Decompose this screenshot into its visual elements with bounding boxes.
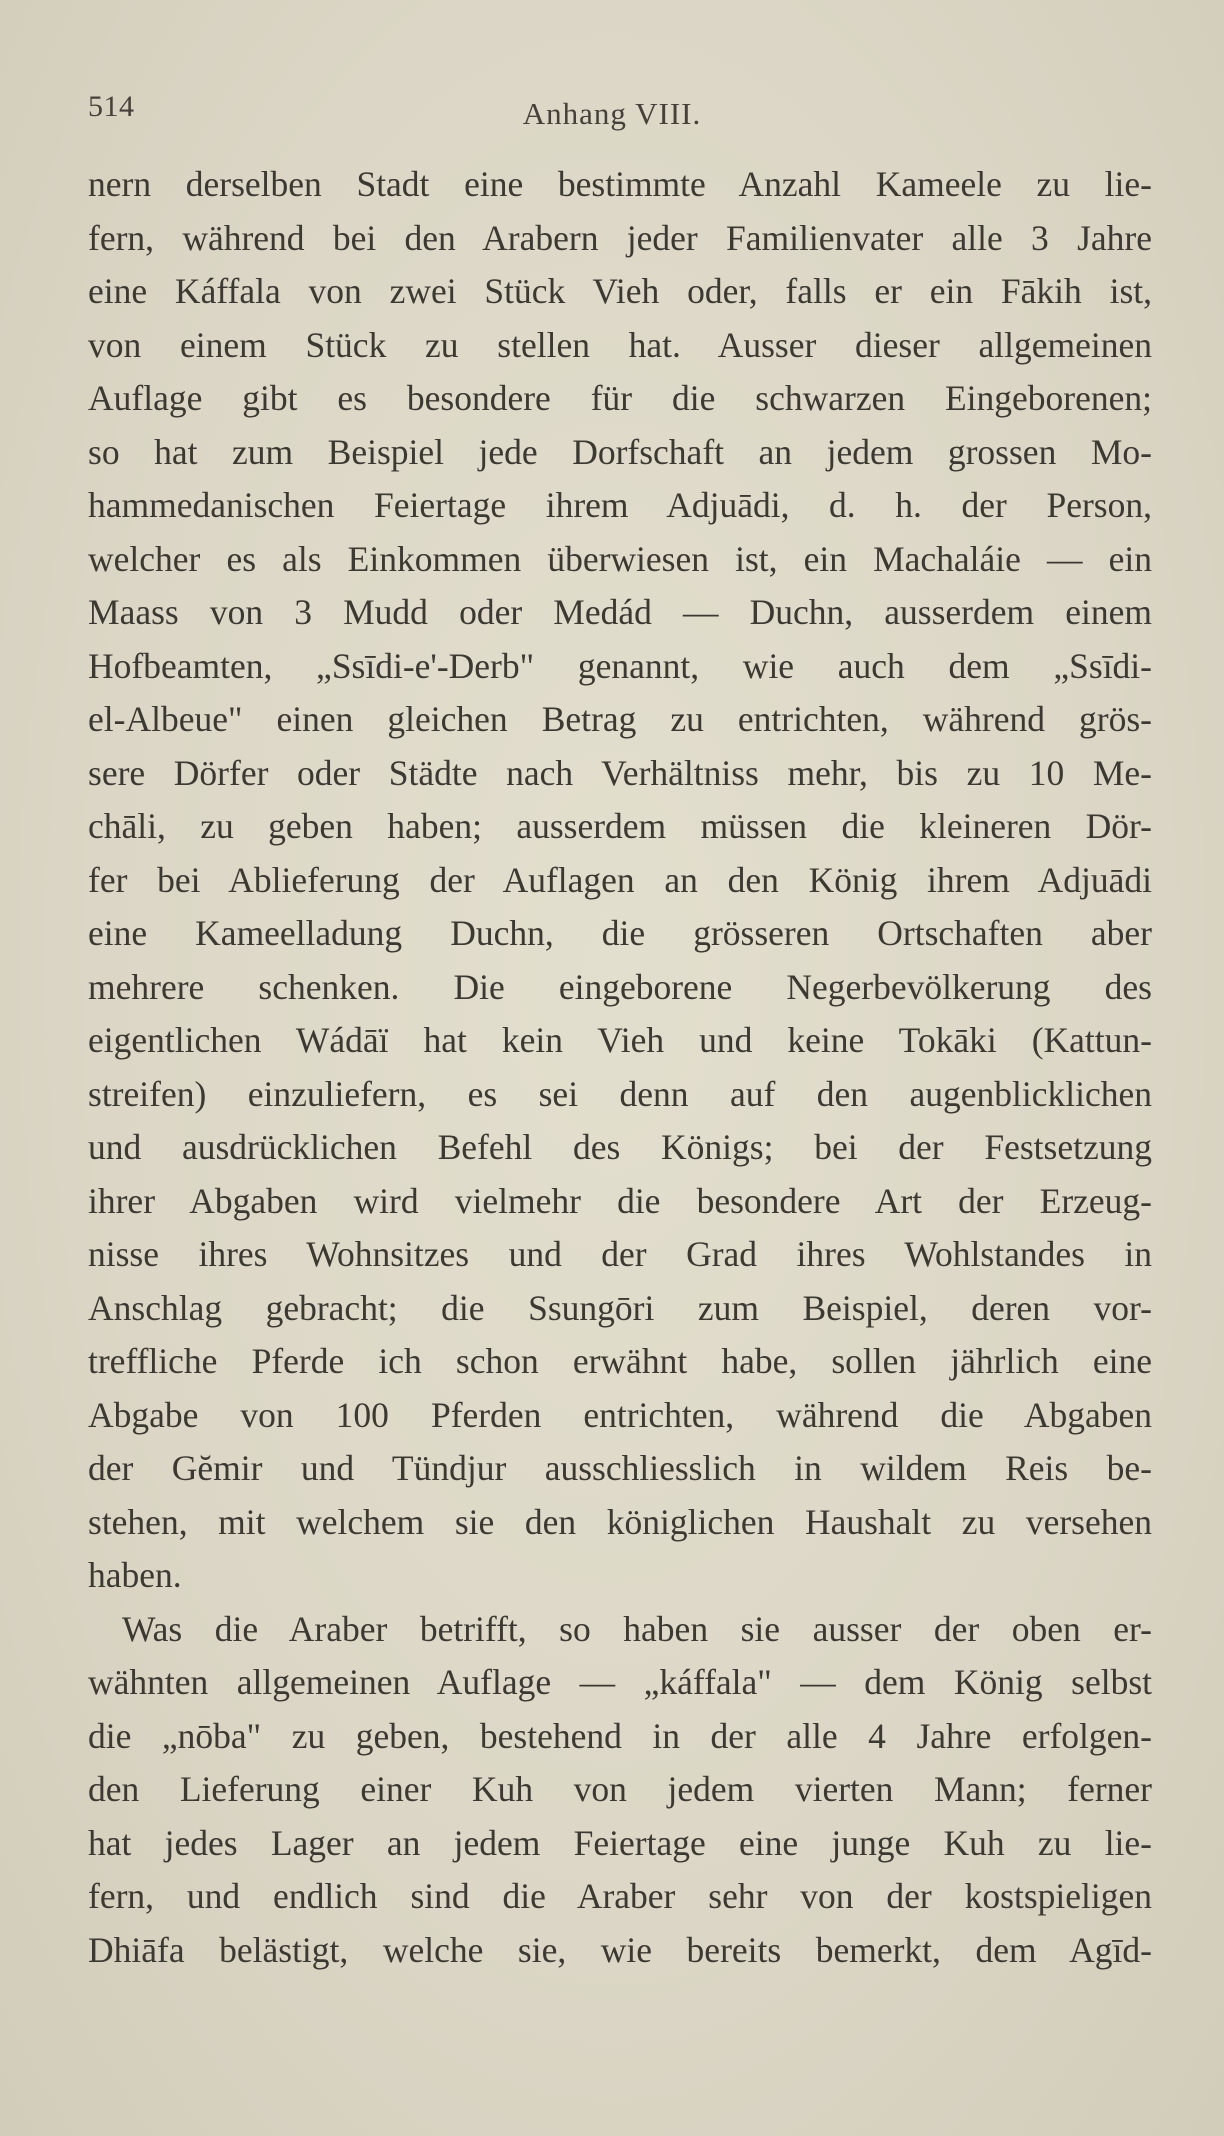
text-line: nern derselben Stadt eine bestimmte Anzahl Kameele zu lie- xyxy=(88,164,1152,204)
text-line: hat jedes Lager an jedem Feiertage eine junge Kuh zu lie- xyxy=(88,1822,1152,1863)
text-line: so hat zum Beispiel jede Dorfschaft an jedem grossen Mo- xyxy=(88,431,1152,472)
text-line: treffliche Pferde ich schon erwähnt habe, sollen jährlich eine xyxy=(88,1341,1152,1381)
text-line: und ausdrücklichen Befehl des Königs; bei der Festsetzung xyxy=(88,1127,1152,1167)
text-line: fern, und endlich sind die Araber sehr von der kostspieligen xyxy=(88,1876,1152,1916)
text-line: stehen, mit welchem sie den königlichen Haushalt zu versehen xyxy=(88,1501,1152,1542)
text-line: fern, während bei den Arabern jeder Familienvater alle 3 Jahre xyxy=(88,217,1152,258)
text-line: Anschlag gebracht; die Ssungōri zum Beispiel, deren vor- xyxy=(88,1287,1152,1328)
text-line: el-Albeue" einen gleichen Betrag zu entrichten, während grös- xyxy=(88,699,1152,739)
text-line: Auflage gibt es besondere für die schwarzen Eingeborenen; xyxy=(88,378,1152,418)
text-line: eigentlichen Wádāï hat kein Vieh und keine Tokāki (Kattun- xyxy=(88,1020,1152,1060)
text-line: den Lieferung einer Kuh von jedem vierten Mann; ferner xyxy=(88,1769,1152,1809)
text-line: der Gĕmir und Tündjur ausschliesslich in wildem Reis be- xyxy=(88,1448,1152,1488)
text-line: fer bei Ablieferung der Auflagen an den König ihrem Adjuādi xyxy=(88,859,1152,900)
running-head: Anhang VIII. xyxy=(522,96,702,131)
text-line: die „nōba" zu geben, bestehend in der alle 4 Jahre erfolgen- xyxy=(88,1715,1152,1756)
text-line: von einem Stück zu stellen hat. Ausser dieser allgemeinen xyxy=(88,324,1152,365)
text-line: eine Káffala von zwei Stück Vieh oder, falls er ein Fākih ist, xyxy=(88,271,1152,311)
paragraph-end-line: haben. xyxy=(88,1555,182,1595)
text-line: nisse ihres Wohnsitzes und der Grad ihres Wohlstandes in xyxy=(88,1234,1152,1274)
text-line: welcher es als Einkommen überwiesen ist, ein Machaláie — ein xyxy=(88,538,1152,579)
page-number: 514 xyxy=(88,90,135,123)
text-line: streifen) einzuliefern, es sei denn auf den augenblicklichen xyxy=(88,1073,1152,1114)
text-line: chāli, zu geben haben; ausserdem müssen die kleineren Dör- xyxy=(88,806,1152,846)
text-line: Abgabe von 100 Pferden entrichten, während die Abgaben xyxy=(88,1394,1152,1435)
text-line: hammedanischen Feiertage ihrem Adjuādi, d. h. der Person, xyxy=(88,485,1152,525)
text-line: Hofbeamten, „Ssīdi-e'-Derb" genannt, wie auch dem „Ssīdi- xyxy=(88,645,1152,686)
text-line: Dhiāfa belästigt, welche sie, wie bereits bemerkt, dem Agīd- xyxy=(88,1929,1152,1970)
text-line: sere Dörfer oder Städte nach Verhältniss mehr, bis zu 10 Me- xyxy=(88,752,1152,793)
text-line: ihrer Abgaben wird vielmehr die besondere Art der Erzeug- xyxy=(88,1180,1152,1221)
text-line: Maass von 3 Mudd oder Medád — Duchn, ausserdem einem xyxy=(88,592,1152,632)
body-text xyxy=(88,158,1152,1977)
text-line: wähnten allgemeinen Auflage — „káffala" — dem König selbst xyxy=(88,1662,1152,1702)
text-line: eine Kameelladung Duchn, die grösseren Ortschaften aber xyxy=(88,913,1152,953)
paragraph-start-line: Was die Araber betrifft, so haben sie ausser der oben er- xyxy=(122,1608,1152,1649)
text-line: mehrere schenken. Die eingeborene Negerbevölkerung des xyxy=(88,966,1152,1007)
